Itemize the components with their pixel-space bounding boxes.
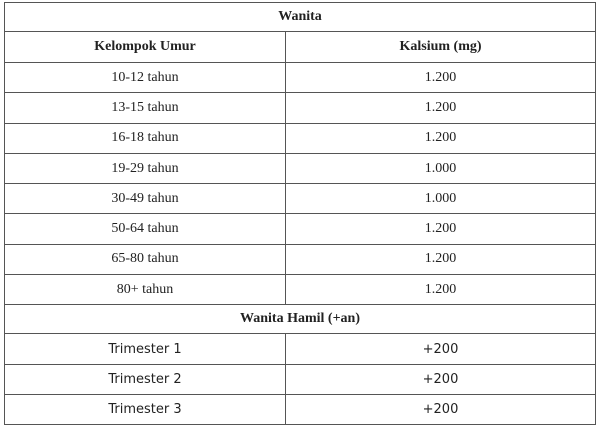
age-cell: 65-80 tahun <box>5 244 286 274</box>
women-section-title: Wanita <box>5 3 596 32</box>
trimester-cell: Trimester 1 <box>5 334 286 364</box>
calcium-cell: +200 <box>286 364 596 394</box>
table-row <box>5 334 596 364</box>
table-row <box>5 184 596 214</box>
age-cell: 80+ tahun <box>5 275 286 305</box>
column-header-age: Kelompok Umur <box>5 32 286 63</box>
calcium-cell: 1.200 <box>286 93 596 123</box>
calcium-cell: +200 <box>286 394 596 424</box>
table-row <box>5 244 596 274</box>
calcium-cell: 1.000 <box>286 184 596 214</box>
age-cell: 10-12 tahun <box>5 63 286 93</box>
calcium-cell: 1.200 <box>286 275 596 305</box>
calcium-cell: 1.200 <box>286 123 596 153</box>
calcium-table-container <box>4 2 595 425</box>
trimester-cell: Trimester 3 <box>5 394 286 424</box>
pregnant-title-row <box>5 305 596 334</box>
age-cell: 16-18 tahun <box>5 123 286 153</box>
women-title-row <box>5 3 596 32</box>
table-row <box>5 394 596 424</box>
calcium-cell: 1.200 <box>286 214 596 244</box>
table-row <box>5 364 596 394</box>
table-row <box>5 63 596 93</box>
pregnant-section-title: Wanita Hamil (+an) <box>5 305 596 334</box>
calcium-cell: 1.000 <box>286 153 596 183</box>
calcium-table <box>4 2 596 425</box>
table-row <box>5 153 596 183</box>
table-row <box>5 275 596 305</box>
age-cell: 13-15 tahun <box>5 93 286 123</box>
calcium-cell: 1.200 <box>286 63 596 93</box>
column-header-row <box>5 32 596 63</box>
age-cell: 30-49 tahun <box>5 184 286 214</box>
calcium-cell: +200 <box>286 334 596 364</box>
calcium-cell: 1.200 <box>286 244 596 274</box>
table-row <box>5 123 596 153</box>
column-header-calcium: Kalsium (mg) <box>286 32 596 63</box>
age-cell: 50-64 tahun <box>5 214 286 244</box>
age-cell: 19-29 tahun <box>5 153 286 183</box>
table-row <box>5 214 596 244</box>
trimester-cell: Trimester 2 <box>5 364 286 394</box>
table-row <box>5 93 596 123</box>
